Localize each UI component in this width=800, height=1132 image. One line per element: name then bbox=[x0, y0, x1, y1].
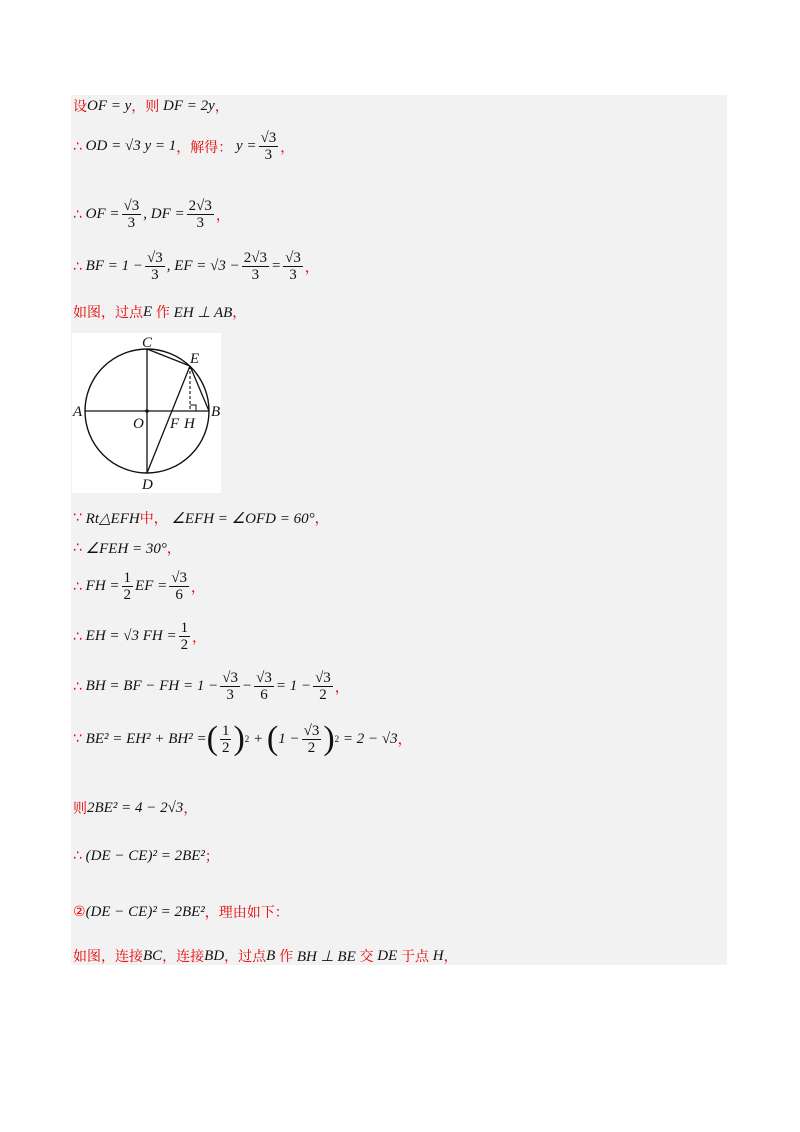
denominator: 3 bbox=[251, 267, 260, 283]
label-h: H bbox=[184, 416, 195, 432]
text-semicolon: ； bbox=[204, 849, 219, 865]
text-comma: ， bbox=[443, 949, 458, 965]
math-y-eq: y = bbox=[235, 138, 257, 154]
numerator: √3 bbox=[285, 250, 301, 266]
line-4 bbox=[73, 250, 319, 283]
text-reason: ，理由如下： bbox=[204, 905, 289, 921]
denominator: 2 bbox=[319, 687, 327, 703]
math-plus: + bbox=[249, 730, 267, 747]
label-f: F bbox=[170, 416, 180, 432]
fraction bbox=[220, 723, 232, 756]
line-1 bbox=[73, 96, 229, 116]
fraction bbox=[242, 250, 269, 283]
math-bc: BC bbox=[143, 947, 163, 964]
math-bd: BD bbox=[204, 947, 225, 964]
line-3 bbox=[73, 198, 230, 231]
numerator: √3 bbox=[260, 130, 277, 146]
text-through: ，过点 bbox=[224, 949, 267, 965]
text-connect2: ，连接 bbox=[162, 949, 205, 965]
numerator: 1 bbox=[180, 620, 189, 636]
fraction bbox=[283, 250, 303, 283]
text-in: 中， bbox=[139, 511, 168, 527]
line-13 bbox=[73, 846, 219, 866]
line-9 bbox=[73, 620, 206, 653]
fraction bbox=[122, 198, 142, 231]
math-bh-perp-be: BH ⊥ BE bbox=[296, 948, 356, 965]
text-comma: ， bbox=[280, 139, 295, 156]
denominator: 2 bbox=[307, 739, 316, 756]
numerator: 2√3 bbox=[188, 198, 212, 214]
therefore-symbol: ∴ bbox=[73, 678, 82, 695]
math-de: DE bbox=[377, 947, 398, 964]
line-7 bbox=[73, 538, 181, 558]
fraction bbox=[313, 670, 333, 703]
math-2be-squared: 2BE² = 4 − 2√3 bbox=[87, 799, 184, 816]
text-comma: ， bbox=[314, 511, 329, 527]
math-minus: − bbox=[241, 678, 253, 694]
numerator: 1 bbox=[123, 570, 132, 586]
math-one: 1 bbox=[278, 730, 286, 747]
math-eq-one-minus: = 1 − bbox=[275, 678, 312, 694]
math-minus: − bbox=[285, 730, 300, 747]
numerator: √3 bbox=[315, 670, 331, 686]
math-fh: FH = bbox=[85, 578, 120, 594]
left-paren: ( bbox=[266, 720, 279, 757]
math-ef: EF = bbox=[135, 578, 168, 594]
math-rt-triangle: Rt△EFH bbox=[85, 510, 140, 527]
circled-two: ② bbox=[73, 904, 86, 920]
math-bh: BH = BF − FH = 1 − bbox=[85, 678, 219, 694]
text-as-shown: 如图，过点 bbox=[73, 305, 143, 321]
text-connect: 如图，连接 bbox=[73, 949, 143, 965]
denominator: 3 bbox=[127, 215, 136, 231]
math-point-b: B bbox=[266, 947, 276, 964]
label-b: B bbox=[211, 404, 221, 420]
denominator: 3 bbox=[196, 215, 205, 231]
text-solve: 解得： bbox=[190, 139, 233, 156]
exponent: 2 bbox=[334, 734, 340, 744]
text-comma: ， bbox=[334, 679, 349, 696]
math-df-eq: , DF = bbox=[143, 206, 185, 222]
denominator: 3 bbox=[226, 687, 234, 703]
math-angle-efh: ∠EFH = ∠OFD = 60° bbox=[171, 510, 315, 527]
denominator: 2 bbox=[221, 739, 230, 756]
numerator: √3 bbox=[256, 670, 272, 686]
denominator: 6 bbox=[260, 687, 268, 703]
text-comma: ， bbox=[131, 99, 146, 115]
denominator: 3 bbox=[151, 267, 159, 283]
label-a: A bbox=[73, 404, 83, 420]
math-df-2y: DF = 2y bbox=[163, 97, 215, 114]
text-comma: ， bbox=[192, 629, 207, 646]
text-comma: ， bbox=[215, 207, 230, 224]
math-point-h: H bbox=[432, 947, 444, 964]
text-make: 作 bbox=[155, 305, 170, 321]
text-comma: ， bbox=[176, 139, 191, 156]
label-d: D bbox=[142, 477, 153, 493]
therefore-symbol: ∴ bbox=[73, 206, 82, 223]
math-de-ce: (DE − CE)² = 2BE² bbox=[85, 903, 205, 920]
math-equals: = bbox=[271, 258, 282, 274]
denominator: 2 bbox=[123, 587, 132, 603]
denominator: 2 bbox=[180, 637, 189, 653]
line-15 bbox=[73, 946, 458, 966]
math-bf: BF = 1 − bbox=[85, 258, 143, 274]
line-11 bbox=[73, 722, 412, 756]
right-paren: ) bbox=[323, 720, 335, 757]
exponent: 2 bbox=[244, 734, 250, 744]
math-be-squared: BE² = EH² + BH² = bbox=[85, 730, 207, 747]
segment-eb bbox=[190, 366, 209, 411]
math-eh: EH = √3 FH = bbox=[85, 628, 177, 644]
text-comma: ， bbox=[397, 732, 412, 748]
math-point-e: E bbox=[143, 303, 153, 320]
therefore-symbol: ∴ bbox=[73, 578, 82, 595]
math-eh-perp-ab: EH ⊥ AB bbox=[173, 304, 233, 321]
label-o: O bbox=[133, 416, 144, 432]
fraction bbox=[259, 130, 279, 163]
text-comma: ， bbox=[304, 259, 319, 276]
line-12 bbox=[73, 798, 197, 818]
math-ef: , EF = √3 − bbox=[166, 258, 240, 274]
fraction bbox=[220, 670, 240, 703]
line-6 bbox=[73, 508, 329, 528]
numerator: 2√3 bbox=[243, 250, 268, 266]
text-intersect: 交 bbox=[359, 949, 374, 965]
text-then: 则 bbox=[73, 801, 87, 817]
fraction bbox=[254, 670, 274, 703]
math-od: OD = √3 y = 1 bbox=[85, 138, 177, 154]
fraction bbox=[145, 250, 165, 283]
therefore-symbol: ∴ bbox=[73, 848, 82, 864]
math-of-y: OF = y bbox=[87, 97, 132, 114]
numerator: √3 bbox=[303, 722, 320, 739]
fraction bbox=[302, 723, 322, 756]
math-result: = 2 − √3 bbox=[342, 730, 398, 747]
fraction bbox=[179, 620, 191, 653]
text-comma: ， bbox=[166, 541, 181, 557]
therefore-symbol: ∴ bbox=[73, 540, 82, 556]
numerator: √3 bbox=[222, 670, 238, 686]
label-e: E bbox=[190, 351, 200, 367]
label-c: C bbox=[142, 335, 153, 351]
numerator: √3 bbox=[171, 570, 187, 586]
right-angle-mark bbox=[190, 405, 196, 411]
therefore-symbol: ∴ bbox=[73, 628, 82, 645]
denominator: 3 bbox=[289, 267, 297, 283]
therefore-symbol: ∴ bbox=[73, 258, 82, 275]
text-make: 作 bbox=[279, 949, 294, 965]
text-comma: ， bbox=[190, 579, 205, 596]
because-symbol: ∵ bbox=[73, 510, 82, 526]
segment-ce bbox=[147, 349, 190, 366]
line-5 bbox=[73, 302, 246, 322]
geometry-figure bbox=[72, 333, 221, 493]
line-2 bbox=[73, 130, 294, 163]
numerator: √3 bbox=[147, 250, 163, 266]
fraction bbox=[187, 198, 214, 231]
text-comma: ， bbox=[232, 305, 247, 321]
text-at-point: 于点 bbox=[400, 949, 429, 965]
text-comma: ， bbox=[183, 801, 198, 817]
text-comma: ， bbox=[214, 99, 229, 115]
text-set: 设 bbox=[73, 99, 87, 115]
fraction bbox=[169, 570, 189, 603]
denominator: 3 bbox=[264, 147, 273, 163]
circle-diagram bbox=[72, 333, 221, 493]
line-8 bbox=[73, 570, 205, 603]
line-10 bbox=[73, 670, 349, 703]
numerator: 1 bbox=[221, 722, 230, 739]
math-angle-feh: ∠FEH = 30° bbox=[85, 540, 167, 557]
therefore-symbol: ∴ bbox=[73, 138, 82, 155]
center-dot bbox=[145, 409, 149, 413]
numerator: √3 bbox=[123, 198, 140, 214]
because-symbol: ∵ bbox=[73, 731, 82, 747]
fraction bbox=[122, 570, 134, 603]
math-de-ce: (DE − CE)² = 2BE² bbox=[85, 847, 205, 864]
line-14 bbox=[73, 902, 289, 922]
math-of-eq: OF = bbox=[85, 206, 120, 222]
left-paren: ( bbox=[206, 720, 218, 757]
right-paren: ) bbox=[233, 720, 245, 757]
text-then: 则 bbox=[145, 99, 160, 115]
denominator: 6 bbox=[175, 587, 183, 603]
